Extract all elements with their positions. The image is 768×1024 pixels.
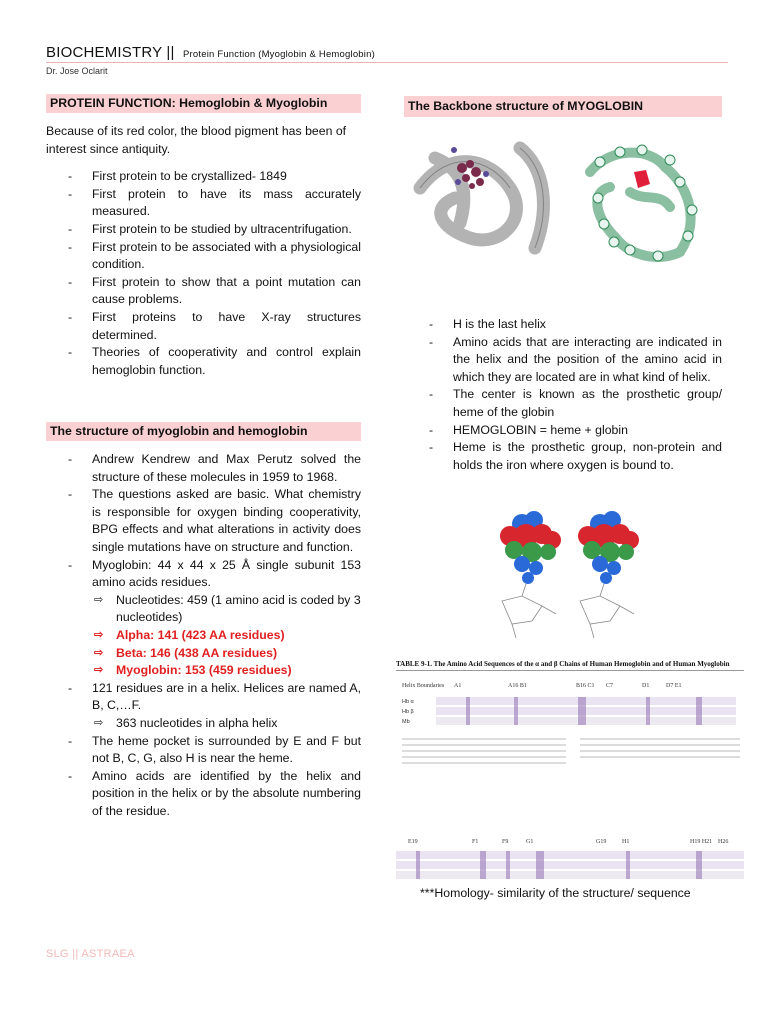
backbone-notes bbox=[427, 316, 722, 474]
marker: F9 bbox=[502, 839, 509, 845]
marker: B16 C1 bbox=[576, 683, 595, 689]
sub-item: ⇨ 363 nucleotides in alpha helix bbox=[94, 715, 278, 730]
myoglobin-ribbon-figure bbox=[400, 128, 565, 268]
marker: H19 H21 bbox=[690, 839, 713, 845]
section-structure bbox=[46, 422, 361, 820]
backbone-list bbox=[427, 316, 722, 474]
marker: C7 bbox=[606, 683, 614, 689]
author: Dr. Jose Oclarit bbox=[46, 66, 108, 76]
row-label: Mb bbox=[402, 719, 410, 725]
list-item: - HEMOGLOBIN = heme + globin bbox=[429, 422, 628, 437]
list-item: - Amino acids that are interacting are indicated in the helix and the position of the amino acid in which they are located are in what kind of helix. bbox=[429, 334, 722, 384]
list-item: - First protein to have its mass accurately measured. bbox=[68, 186, 361, 219]
list-item: - The center is known as the prosthetic group/ heme of the globin bbox=[429, 387, 722, 419]
list-item: - Amino acids are identified by the helix and position in the helix or by the absolute numbering of the residue. bbox=[68, 768, 361, 818]
marker: F1 bbox=[472, 839, 479, 845]
document-title bbox=[46, 44, 375, 61]
sub-item-alpha: ⇨ Alpha: 141 (423 AA residues) bbox=[94, 627, 285, 642]
list-item: - First protein to show that a point mutation can cause problems. bbox=[68, 274, 361, 307]
list-item: - First protein to be crystallized- 1849 bbox=[68, 169, 287, 184]
footer-label: SLG || ASTRAEA bbox=[46, 948, 135, 960]
list-item: - H is the last helix bbox=[429, 317, 546, 331]
homology-caption: ***Homology- similarity of the structure/ sequence bbox=[420, 886, 691, 900]
section-heading: PROTEIN FUNCTION: Hemoglobin & Myoglobin bbox=[46, 94, 361, 113]
structure-list-cont bbox=[46, 680, 361, 715]
sub-list bbox=[46, 592, 361, 680]
sub-list bbox=[46, 715, 361, 733]
list-item: - First proteins to have X-ray structures determined. bbox=[68, 309, 361, 342]
myoglobin-helix-diagram bbox=[570, 132, 720, 272]
marker: H26 bbox=[718, 839, 729, 845]
list-item: - Heme is the prosthetic group, non-protein and holds the iron where oxygen is bound to. bbox=[429, 440, 722, 472]
marker: E19 bbox=[408, 839, 418, 845]
intro-paragraph: Because of its red color, the blood pigment has been of interest since antiquity. bbox=[46, 124, 347, 156]
firsts-list bbox=[46, 168, 361, 379]
table-title: TABLE 9-1. The Amino Acid Sequences of the α and β Chains of Human Hemoglobin and of Human Myoglobin bbox=[396, 660, 730, 668]
marker: D1 bbox=[642, 683, 650, 689]
structure-list-end bbox=[46, 733, 361, 821]
marker: A16 B1 bbox=[508, 683, 527, 689]
topic-subtitle: Protein Function (Myoglobin & Hemoglobin) bbox=[182, 49, 375, 60]
row-label: Hb β bbox=[402, 709, 414, 715]
sub-item-myoglobin: ⇨ Myoglobin: 153 (459 residues) bbox=[94, 663, 292, 678]
sub-item: ⇨ Nucleotides: 459 (1 amino acid is coded by 3 nucleotides) bbox=[94, 592, 361, 625]
marker: G1 bbox=[526, 839, 534, 845]
marker: D7 E1 bbox=[666, 683, 682, 689]
right-model bbox=[578, 511, 639, 584]
list-item: - Andrew Kendrew and Max Perutz solved the structure of these molecules in 1959 to 1968. bbox=[68, 452, 361, 484]
left-model bbox=[500, 511, 561, 584]
backbone-heading-wrap bbox=[404, 96, 722, 117]
sequence-table-graphic bbox=[396, 671, 744, 881]
marker: H1 bbox=[622, 839, 630, 845]
course-title: BIOCHEMISTRY || bbox=[46, 44, 175, 61]
marker: G19 bbox=[596, 839, 607, 845]
structure-list bbox=[46, 451, 361, 592]
sequence-table-figure bbox=[396, 660, 744, 888]
list-item: - Theories of cooperativity and control explain hemoglobin function. bbox=[68, 345, 361, 377]
helix-boundaries-label: Helix Boundaries bbox=[402, 683, 445, 689]
list-item: - 121 residues are in a helix. Helices are named A, B, C,…F. bbox=[68, 680, 361, 713]
section-heading: The Backbone structure of MYOGLOBIN bbox=[404, 96, 722, 117]
header-divider bbox=[46, 62, 728, 63]
list-item: - First protein to be associated with a physiological condition. bbox=[68, 239, 361, 272]
list-item: - First protein to be studied by ultracentrifugation. bbox=[68, 221, 352, 236]
section-heading: The structure of myoglobin and hemoglobin bbox=[46, 422, 361, 441]
marker: A1 bbox=[454, 683, 462, 689]
list-item: - Myoglobin: 44 x 44 x 25 Å single subunit 153 amino acids residues. bbox=[68, 557, 361, 590]
row-label: Hb α bbox=[402, 699, 414, 705]
section-protein-function bbox=[46, 94, 361, 379]
list-item: - The heme pocket is surrounded by E and F but not B, C, G, also H is near the heme. bbox=[68, 733, 361, 766]
hemoglobin-spacefill-figure bbox=[492, 506, 672, 646]
list-item: - The questions asked are basic. What chemistry is responsible for oxygen binding cooperativity, BPG effects and what alterations in activity does single mutations have on structure and function. bbox=[68, 487, 361, 554]
sub-item-beta: ⇨ Beta: 146 (438 AA residues) bbox=[94, 645, 278, 660]
